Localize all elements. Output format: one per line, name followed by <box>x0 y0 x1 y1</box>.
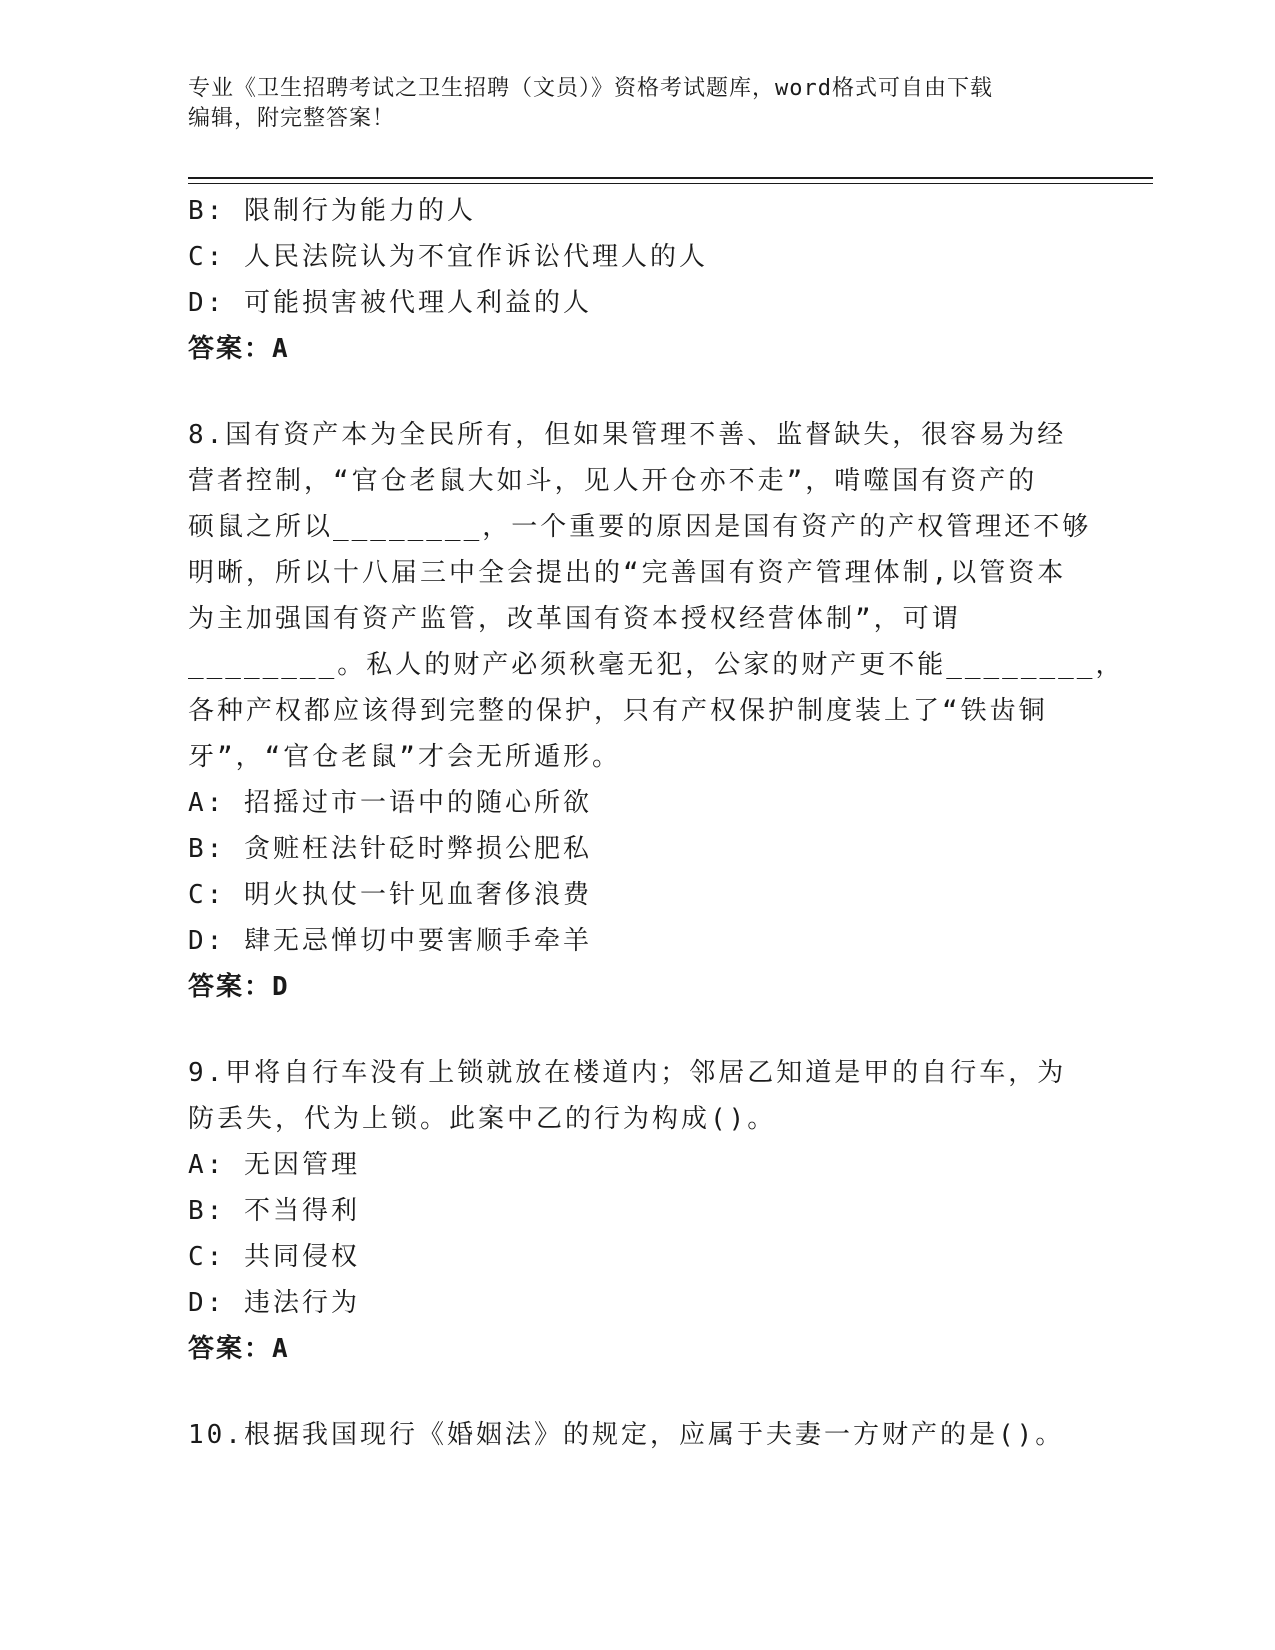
option-a: A: 无因管理 <box>188 1150 360 1180</box>
question-stem-line: 各种产权都应该得到完整的保护，只有产权保护制度装上了“铁齿铜 <box>188 696 1048 726</box>
answer-label: 答案：A <box>188 1334 290 1364</box>
spacer <box>188 372 1088 412</box>
question-stem-line: 硕鼠之所以________，一个重要的原因是国有资产的产权管理还不够 <box>188 512 1092 542</box>
question-stem-line: 10.根据我国现行《婚姻法》的规定，应属于夫妻一方财产的是()。 <box>188 1420 1065 1450</box>
question-8-block <box>188 412 1125 1010</box>
header-line-1: 专业《卫生招聘考试之卫生招聘（文员）》资格考试题库，word格式可自由下载 <box>188 76 993 101</box>
option-b: B: 贪赃枉法针砭时弊损公肥私 <box>188 834 592 864</box>
question-stem-line: 8.国有资产本为全民所有，但如果管理不善、监督缺失，很容易为经 <box>188 420 1067 450</box>
option-d: D: 可能损害被代理人利益的人 <box>188 288 592 318</box>
option-b: B: 限制行为能力的人 <box>188 196 476 226</box>
question-stem-line: 防丢失，代为上锁。此案中乙的行为构成()。 <box>188 1104 777 1134</box>
header-rule-thin <box>188 183 1153 184</box>
question-stem-line: 牙”，“官仓老鼠”才会无所遁形。 <box>188 742 621 772</box>
spacer <box>188 1010 1088 1050</box>
header-rule-thick <box>188 177 1153 179</box>
question-stem-line: 明晰，所以十八届三中全会提出的“完善国有资产管理体制,以管资本 <box>188 558 1067 588</box>
option-c: C: 人民法院认为不宜作诉讼代理人的人 <box>188 242 708 272</box>
answer-label: 答案：D <box>188 972 290 1002</box>
option-c: C: 共同侵权 <box>188 1242 360 1272</box>
option-b: B: 不当得利 <box>188 1196 360 1226</box>
spacer <box>188 1372 1088 1412</box>
question-10-block <box>188 1412 1088 1458</box>
question-content <box>188 188 1125 1458</box>
document-header <box>188 74 1088 134</box>
option-a: A: 招摇过市一语中的随心所欲 <box>188 788 592 818</box>
answer-label: 答案：A <box>188 334 290 364</box>
question-7-block <box>188 188 1088 372</box>
question-stem-line: ________。私人的财产必须秋毫无犯，公家的财产更不能________， <box>188 650 1125 680</box>
question-9-block <box>188 1050 1088 1372</box>
option-d: D: 肆无忌惮切中要害顺手牵羊 <box>188 926 592 956</box>
question-stem-line: 9.甲将自行车没有上锁就放在楼道内；邻居乙知道是甲的自行车，为 <box>188 1058 1067 1088</box>
question-stem-line: 为主加强国有资产监管，改革国有资本授权经营体制”，可谓 <box>188 604 961 634</box>
question-stem-line: 营者控制，“官仓老鼠大如斗，见人开仓亦不走”，啃噬国有资产的 <box>188 466 1038 496</box>
option-d: D: 违法行为 <box>188 1288 360 1318</box>
header-line-2: 编辑，附完整答案！ <box>188 106 396 131</box>
option-c: C: 明火执仗一针见血奢侈浪费 <box>188 880 592 910</box>
